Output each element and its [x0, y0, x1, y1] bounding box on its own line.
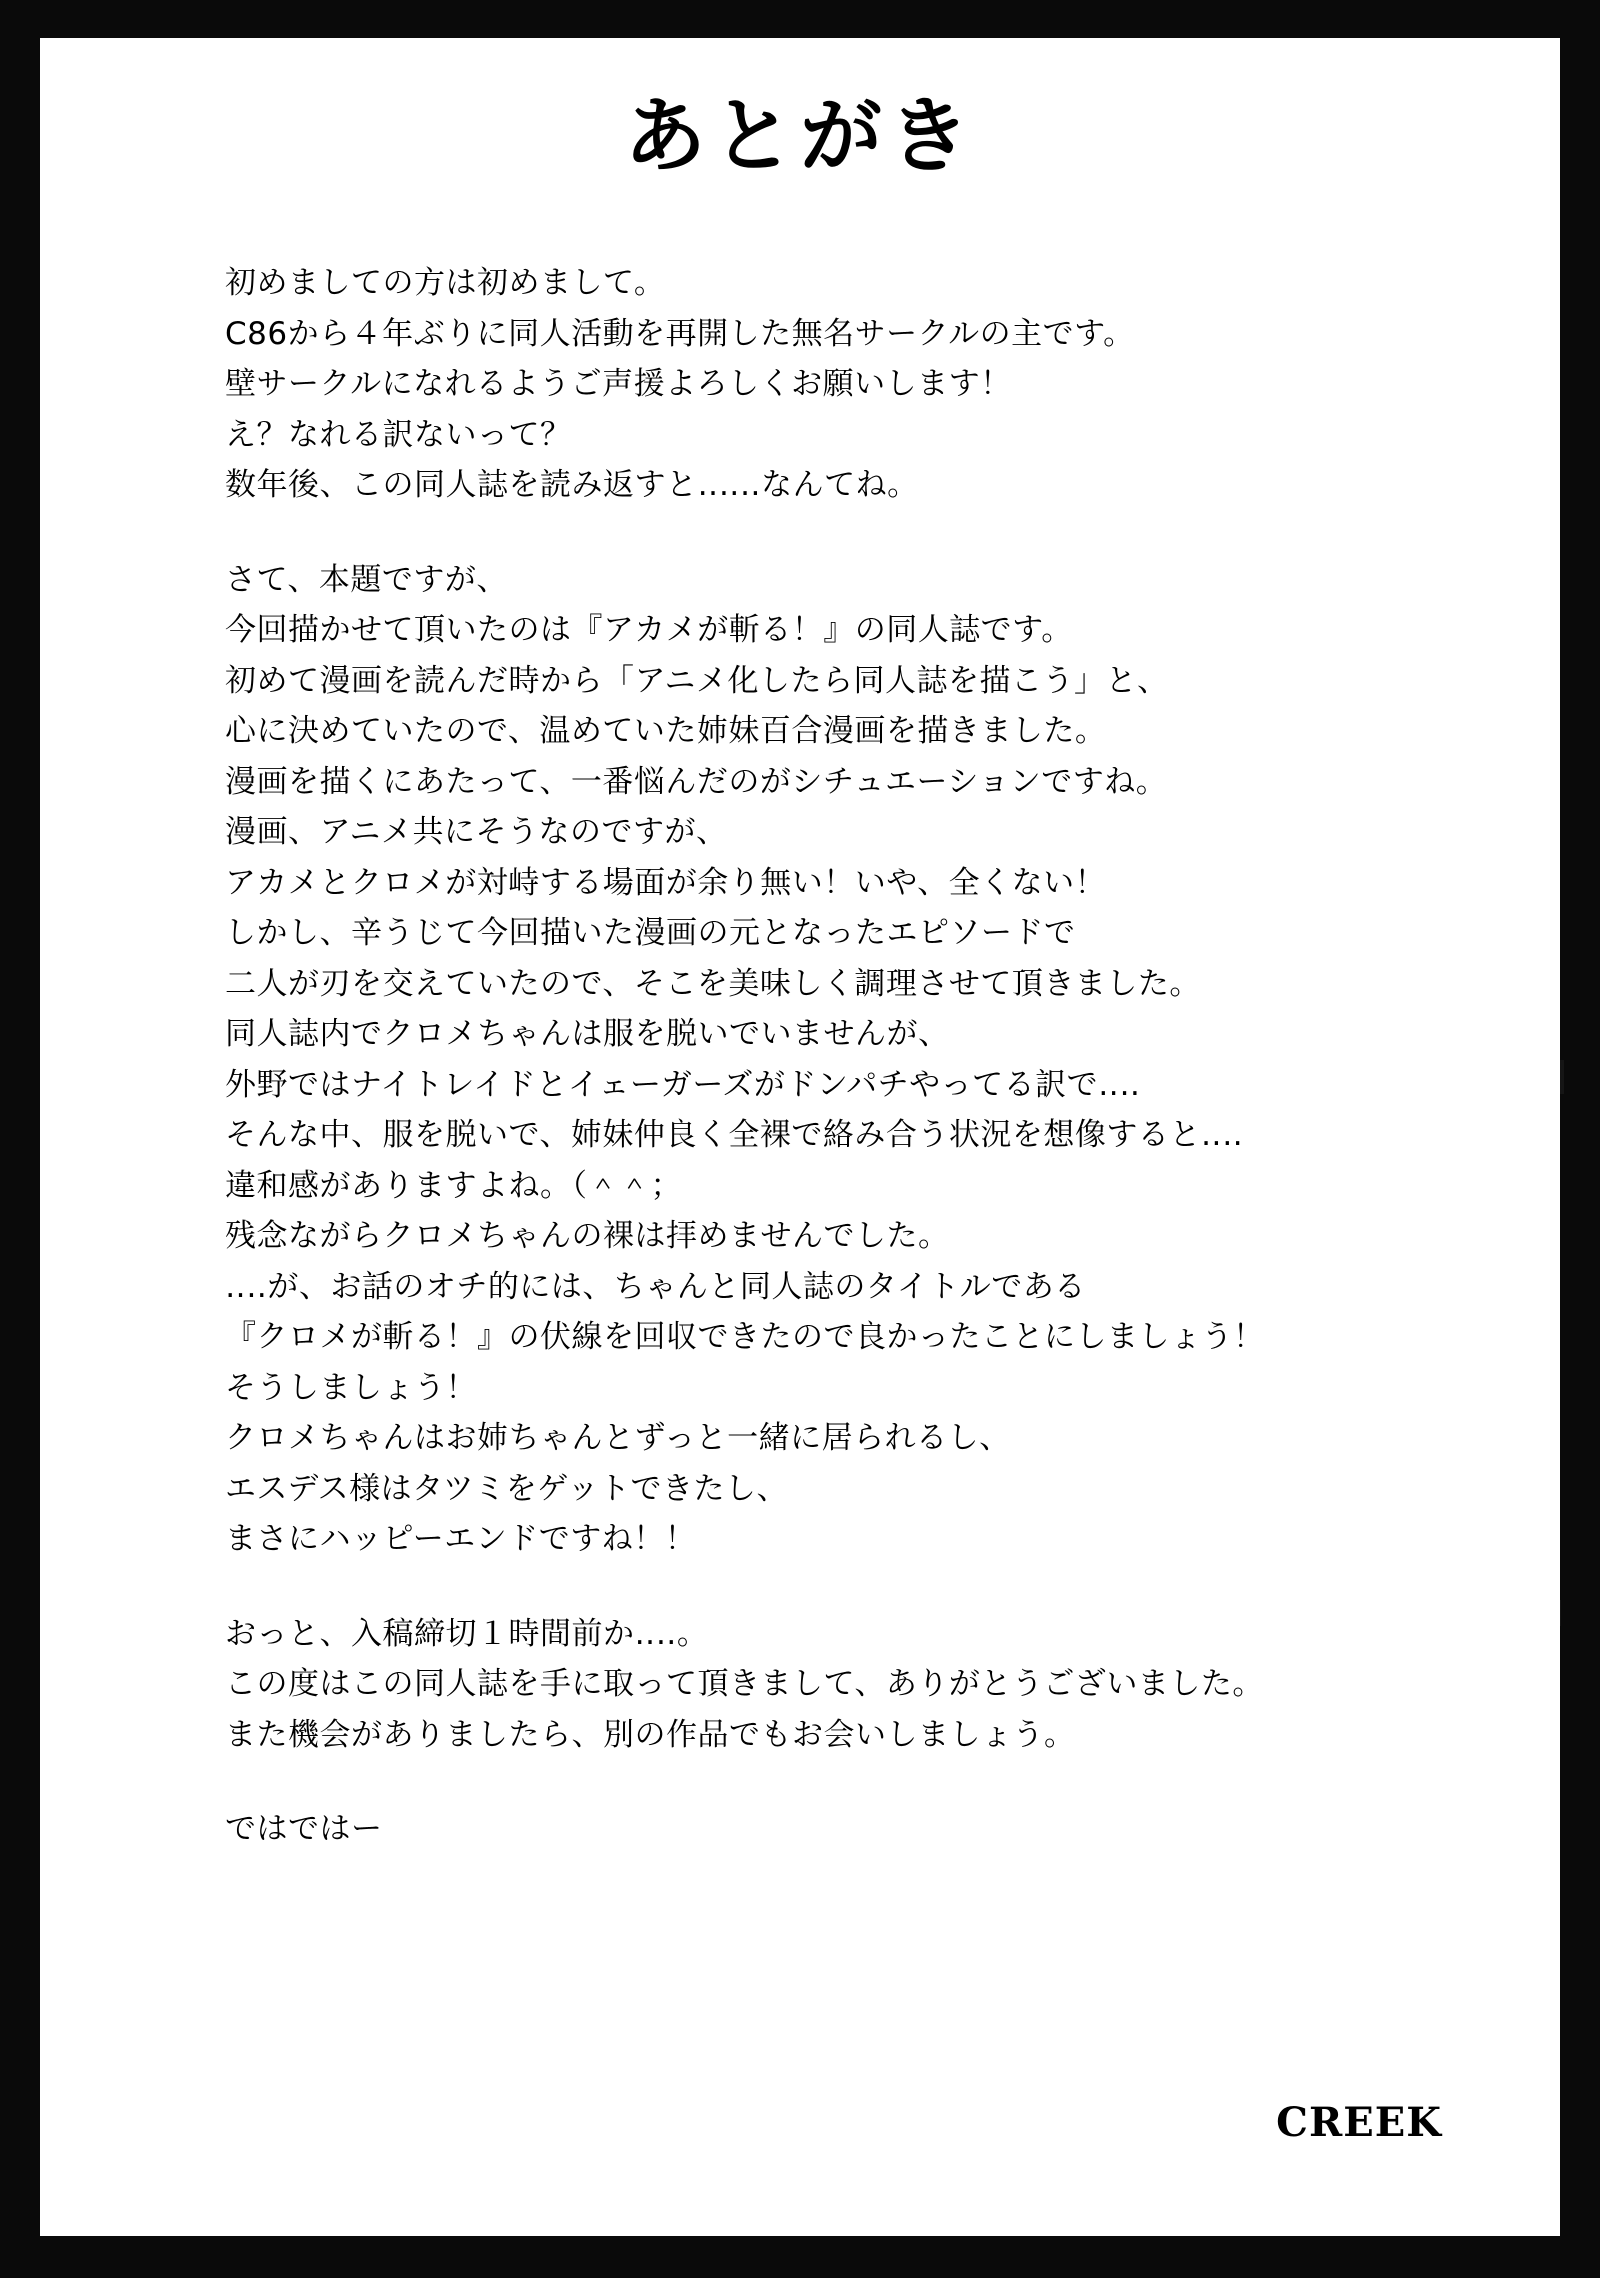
text-line: 初めて漫画を読んだ時から「アニメ化したら同人誌を描こう」と、 — [225, 662, 1169, 699]
text-line: この度はこの同人誌を手に取って頂きまして、ありがとうございました。 — [225, 1666, 1264, 1703]
text-line: ではではー — [225, 1811, 383, 1848]
text-line: まさにハッピーエンドですね！！ — [225, 1521, 697, 1558]
text-line: 残念ながらクロメちゃんの裸は拝めませんでした。 — [225, 1218, 950, 1255]
paragraph-spacer — [40, 511, 1560, 555]
document-page — [40, 38, 1560, 2236]
text-line: また機会がありましたら、別の作品でもお会いしましょう。 — [225, 1716, 1076, 1753]
afterword-paragraph-3 — [40, 1609, 1560, 1761]
text-line: おっと、入稿締切１時間前か‥‥。 — [225, 1615, 709, 1652]
paragraph-spacer — [40, 1565, 1560, 1609]
text-line: 今回描かせて頂いたのは『アカメが斬る！』の同人誌です。 — [225, 612, 1073, 649]
text-line: エスデス様はタツミをゲットできたし、 — [225, 1470, 788, 1507]
paragraph-spacer — [40, 1760, 1560, 1804]
text-line: 数年後、この同人誌を読み返すと‥‥‥なんてね。 — [225, 467, 919, 504]
text-line: ‥‥が、お話のオチ的には、ちゃんと同人誌のタイトルである — [225, 1268, 1086, 1305]
text-line: 壁サークルになれるようご声援よろしくお願いします！ — [225, 366, 1012, 403]
text-line: 同人誌内でクロメちゃんは服を脱いでいませんが、 — [225, 1016, 950, 1053]
text-line: 外野ではナイトレイドとイェーガーズがドンパチやってる訳で‥‥ — [225, 1066, 1141, 1103]
page-title: あとがき — [623, 89, 976, 184]
text-line: え？なれる訳ないって？ — [225, 416, 572, 453]
afterword-paragraph-4 — [40, 1804, 1560, 1855]
text-line: 違和感がありますよね。（＾＾； — [225, 1167, 682, 1204]
text-line: 『クロメが斬る！』の伏線を回収できたので良かったことにしましょう！ — [225, 1319, 1265, 1356]
author-signature: CREEK — [1276, 2099, 1442, 2146]
afterword-paragraph-2 — [40, 555, 1560, 1565]
text-line: 心に決めていたので、温めていた姉妹百合漫画を描きました。 — [225, 713, 1107, 750]
text-line: 初めましての方は初めまして。 — [225, 265, 666, 301]
text-line: クロメちゃんはお姉ちゃんとずっと一緒に居られるし、 — [225, 1420, 1011, 1457]
text-line: そうしましょう！ — [225, 1369, 477, 1406]
text-line: さて、本題ですが、 — [225, 561, 508, 598]
text-line: 二人が刃を交えていたので、そこを美味しく調理させて頂きました。 — [225, 965, 1201, 1002]
text-line: 漫画を描くにあたって、一番悩んだのがシチュエーションですね。 — [225, 763, 1168, 800]
text-line: 漫画、アニメ共にそうなのですが、 — [225, 814, 728, 851]
text-line: そんな中、服を脱いで、姉妹仲良く全裸で絡み合う状況を想像すると‥‥ — [225, 1117, 1244, 1154]
text-line: C86から４年ぶりに同人活動を再開した無名サークルの主です。 — [225, 315, 1135, 352]
afterword-paragraph-1 — [40, 258, 1560, 511]
text-line: しかし、辛うじて今回描いた漫画の元となったエピソードで — [225, 915, 1076, 952]
text-line: アカメとクロメが対峙する場面が余り無い！いや、全くない！ — [225, 864, 1107, 901]
